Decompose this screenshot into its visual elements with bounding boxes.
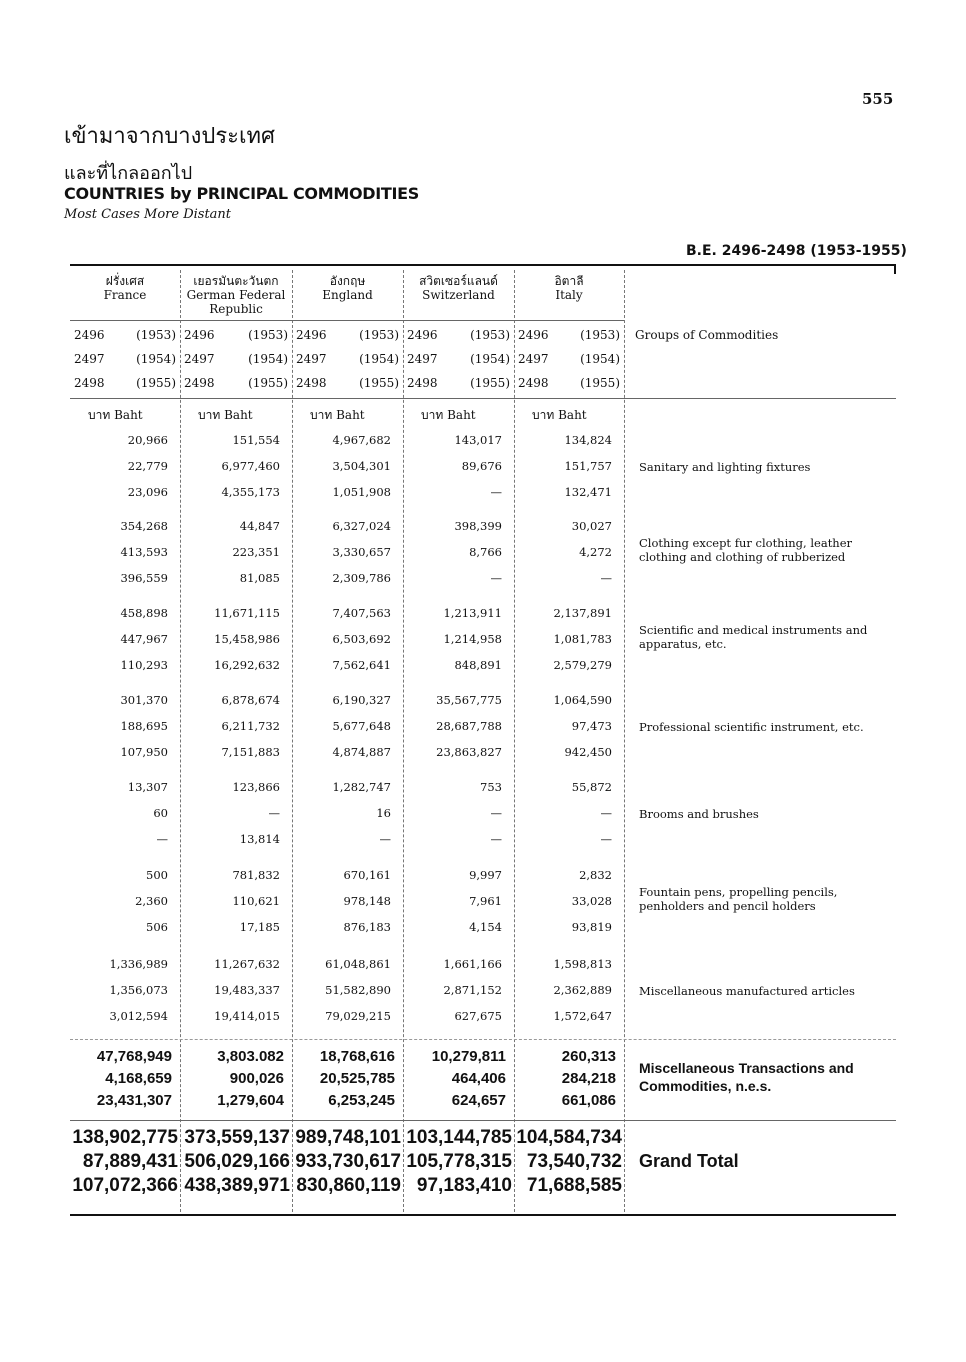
- page-number: 555: [862, 90, 894, 108]
- table-cell: 3,803.082: [217, 1048, 284, 1065]
- table-cell: 47,768,949: [96, 1048, 172, 1065]
- table-cell: 781,832: [232, 868, 280, 882]
- table-cell: 20,525,785: [319, 1070, 395, 1087]
- grand-total-cell: 830,860,119: [296, 1175, 401, 1196]
- year-be: 2496: [74, 328, 105, 342]
- commodity-group-label: Fountain pens, propelling pencils, penholders and pencil holders: [639, 885, 838, 913]
- year-be: 2497: [74, 352, 105, 366]
- table-cell: 1,661,166: [443, 957, 502, 971]
- column-header: [514, 274, 624, 302]
- table-cell: —: [490, 571, 502, 585]
- unit-label: [198, 406, 253, 425]
- year-be: 2497: [407, 352, 438, 366]
- table-cell: 900,026: [229, 1070, 284, 1087]
- table-cell: 33,028: [571, 894, 612, 908]
- table-cell: 89,676: [461, 459, 502, 473]
- table-cell: —: [268, 806, 280, 820]
- table-cell: 151,757: [564, 459, 612, 473]
- table-cell: 60: [153, 806, 168, 820]
- table-cell: 1,214,958: [443, 632, 502, 646]
- table-cell: 3,330,657: [332, 545, 391, 559]
- year-ce: (1954): [470, 352, 510, 366]
- table-right-rule: [894, 264, 896, 274]
- table-cell: 151,554: [232, 433, 280, 447]
- commodity-group-label: Brooms and brushes: [639, 807, 759, 821]
- table-cell: 1,282,747: [332, 780, 391, 794]
- grand-total-cell: 107,072,366: [72, 1175, 178, 1196]
- table-cell: 13,814: [239, 832, 280, 846]
- unit-thai: บาท: [198, 408, 225, 422]
- table-cell: 1,572,647: [553, 1009, 612, 1023]
- table-cell: 55,872: [571, 780, 612, 794]
- column-header-thai: ฝรั่งเศส: [105, 274, 145, 288]
- year-ce: (1955): [580, 376, 620, 390]
- table-cell: 110,293: [120, 658, 168, 672]
- table-cell: 464,406: [451, 1070, 506, 1087]
- table-cell: —: [490, 832, 502, 846]
- table-cell: 4,154: [469, 920, 502, 934]
- year-ce: (1953): [248, 328, 288, 342]
- table-cell: 2,360: [135, 894, 168, 908]
- column-header: [292, 274, 403, 302]
- year-ce: (1953): [359, 328, 399, 342]
- table-cell: 661,086: [561, 1092, 616, 1109]
- column-divider: [624, 270, 625, 1212]
- table-cell: 396,559: [120, 571, 168, 585]
- table-cell: 2,832: [579, 868, 612, 882]
- year-cell: [514, 372, 624, 394]
- year-ce: (1955): [136, 376, 176, 390]
- table-cell: 4,967,682: [332, 433, 391, 447]
- grand-total-cell: 506,029,166: [184, 1151, 290, 1172]
- year-ce: (1954): [359, 352, 399, 366]
- year-ce: (1955): [359, 376, 399, 390]
- table-cell: 110,621: [232, 894, 280, 908]
- table-cell: —: [600, 571, 612, 585]
- table-cell: 458,898: [120, 606, 168, 620]
- table-cell: 2,871,152: [443, 983, 502, 997]
- table-cell: 942,450: [564, 745, 612, 759]
- year-ce: (1953): [580, 328, 620, 342]
- column-header-thai: สวิตเซอร์แลนด์: [419, 274, 498, 288]
- year-ce: (1954): [580, 352, 620, 366]
- table-cell: 4,272: [579, 545, 612, 559]
- table-cell: 97,473: [571, 719, 612, 733]
- table-cell: 30,027: [571, 519, 612, 533]
- table-cell: 134,824: [564, 433, 612, 447]
- table-cell: 188,695: [120, 719, 168, 733]
- year-cell: [180, 372, 292, 394]
- year-ce: (1954): [136, 352, 176, 366]
- table-cell: 1,051,908: [332, 485, 391, 499]
- header-rule: [70, 320, 624, 321]
- commodity-group-label: Miscellaneous manufactured articles: [639, 984, 855, 998]
- year-be: 2496: [184, 328, 215, 342]
- table-cell: —: [490, 485, 502, 499]
- table-cell: 3,504,301: [332, 459, 391, 473]
- column-header-english: Italy: [555, 288, 583, 302]
- table-cell: 4,355,173: [221, 485, 280, 499]
- year-be: 2497: [184, 352, 215, 366]
- table-cell: 107,950: [120, 745, 168, 759]
- table-cell: 260,313: [561, 1048, 616, 1065]
- grand-total-cell: 105,778,315: [406, 1151, 512, 1172]
- year-cell: [403, 372, 514, 394]
- year-ce: (1953): [470, 328, 510, 342]
- table-cell: 6,503,692: [332, 632, 391, 646]
- unit-thai: บาท: [421, 408, 448, 422]
- year-be: 2498: [518, 376, 549, 390]
- grand-total-cell: 438,389,971: [184, 1175, 290, 1196]
- table-cell: —: [600, 806, 612, 820]
- table-cell: 2,362,889: [553, 983, 612, 997]
- table-cell: 13,307: [127, 780, 168, 794]
- table-cell: 123,866: [232, 780, 280, 794]
- table-cell: 7,562,641: [332, 658, 391, 672]
- year-ce: (1955): [470, 376, 510, 390]
- table-cell: 16,292,632: [214, 658, 280, 672]
- table-cell: —: [490, 806, 502, 820]
- column-header: [180, 274, 292, 316]
- year-cell: [292, 348, 403, 370]
- grand-total-cell: 104,584,734: [516, 1127, 622, 1148]
- year-be: 2497: [296, 352, 327, 366]
- table-cell: 7,961: [469, 894, 502, 908]
- table-cell: 35,567,775: [436, 693, 502, 707]
- grand-total-cell: 103,144,785: [406, 1127, 512, 1148]
- table-cell: 8,766: [469, 545, 502, 559]
- table-cell: 1,336,989: [109, 957, 168, 971]
- grand-total-cell: 138,902,775: [72, 1127, 178, 1148]
- grand-total-cell: 71,688,585: [526, 1175, 622, 1196]
- unit-english: Baht: [336, 408, 365, 422]
- table-cell: 670,161: [343, 868, 391, 882]
- table-cell: 6,977,460: [221, 459, 280, 473]
- table-cell: 15,458,986: [214, 632, 280, 646]
- year-cell: [180, 348, 292, 370]
- unit-english: Baht: [224, 408, 253, 422]
- commodity-group-label: Sanitary and lighting fixtures: [639, 460, 811, 474]
- table-cell: 143,017: [454, 433, 502, 447]
- table-cell: 4,168,659: [105, 1070, 172, 1087]
- column-header-english: France: [103, 288, 147, 302]
- unit-thai: บาท: [88, 408, 115, 422]
- table-cell: 978,148: [343, 894, 391, 908]
- table-cell: 7,407,563: [332, 606, 391, 620]
- table-cell: 11,671,115: [214, 606, 280, 620]
- column-header-thai: อิตาลี: [554, 274, 584, 288]
- grand-total-cell: 373,559,137: [184, 1127, 290, 1148]
- year-be: 2498: [407, 376, 438, 390]
- year-cell: [70, 372, 180, 394]
- table-top-rule: [70, 264, 896, 266]
- table-cell: 1,213,911: [443, 606, 502, 620]
- year-cell: [180, 324, 292, 346]
- page-title-thai: เข้ามาจากบางประเทศ: [64, 124, 275, 149]
- table-cell: 6,211,732: [221, 719, 280, 733]
- table-cell: 9,997: [469, 868, 502, 882]
- year-be: 2498: [184, 376, 215, 390]
- unit-label: [88, 406, 143, 425]
- table-cell: 4,874,887: [332, 745, 391, 759]
- table-cell: 81,085: [239, 571, 280, 585]
- table-cell: 447,967: [120, 632, 168, 646]
- period-label: B.E. 2496-2498 (1953-1955): [686, 243, 907, 259]
- table-cell: 848,891: [454, 658, 502, 672]
- table-cell: 6,878,674: [221, 693, 280, 707]
- table-cell: 284,218: [561, 1070, 616, 1087]
- table-cell: 51,582,890: [325, 983, 391, 997]
- commodity-group-label: Scientific and medical instruments and apparatus, etc.: [639, 623, 868, 651]
- table-cell: 500: [146, 868, 168, 882]
- grand-total-cell: 73,540,732: [526, 1151, 622, 1172]
- table-cell: 627,675: [454, 1009, 502, 1023]
- table-cell: 301,370: [120, 693, 168, 707]
- column-header: [70, 274, 180, 302]
- table-cell: 93,819: [571, 920, 612, 934]
- unit-label: [421, 406, 476, 425]
- table-cell: 19,483,337: [214, 983, 280, 997]
- table-cell: 132,471: [564, 485, 612, 499]
- table-cell: 18,768,616: [319, 1048, 395, 1065]
- commodity-group-label: Clothing except fur clothing, leather clothing and clothing of rubberized: [639, 536, 853, 564]
- table-cell: 19,414,015: [214, 1009, 280, 1023]
- table-cell: 6,190,327: [332, 693, 391, 707]
- table-cell: 1,064,590: [553, 693, 612, 707]
- table-cell: 506: [146, 920, 168, 934]
- unit-thai: บาท: [310, 408, 337, 422]
- table-cell: 1,598,813: [553, 957, 612, 971]
- table-cell: 398,399: [454, 519, 502, 533]
- year-be: 2496: [407, 328, 438, 342]
- table-cell: 16: [376, 806, 391, 820]
- table-cell: 2,579,279: [553, 658, 612, 672]
- year-cell: [292, 372, 403, 394]
- table-cell: 753: [480, 780, 502, 794]
- year-be: 2496: [518, 328, 549, 342]
- page-subtitle: Most Cases More Distant: [64, 207, 232, 222]
- table-cell: —: [379, 832, 391, 846]
- unit-label: [310, 406, 365, 425]
- commodity-table: [70, 264, 896, 1216]
- table-cell: 79,029,215: [325, 1009, 391, 1023]
- table-cell: 44,847: [239, 519, 280, 533]
- unit-english: Baht: [447, 408, 476, 422]
- column-header-thai: อังกฤษ: [329, 274, 366, 288]
- table-cell: 23,863,827: [436, 745, 502, 759]
- unit-rule: [70, 398, 896, 399]
- page-subtitle-thai: และที่ไกลออกไป: [64, 163, 193, 184]
- column-header-english-line2: Republic: [209, 302, 263, 316]
- table-cell: 876,183: [343, 920, 391, 934]
- unit-english: Baht: [558, 408, 587, 422]
- table-cell: 6,327,024: [332, 519, 391, 533]
- year-ce: (1953): [136, 328, 176, 342]
- table-cell: 23,096: [127, 485, 168, 499]
- table-cell: 10,279,811: [431, 1048, 506, 1065]
- table-cell: 11,267,632: [214, 957, 280, 971]
- year-cell: [292, 324, 403, 346]
- year-cell: [514, 348, 624, 370]
- column-header-english: German Federal: [186, 288, 286, 302]
- table-cell: 1,356,073: [109, 983, 168, 997]
- table-cell: 223,351: [232, 545, 280, 559]
- grand-total-rule: [70, 1120, 896, 1121]
- table-bottom-rule: [70, 1214, 896, 1216]
- grand-total-cell: 97,183,410: [416, 1175, 512, 1196]
- year-cell: [403, 348, 514, 370]
- year-ce: (1954): [248, 352, 288, 366]
- table-cell: 2,309,786: [332, 571, 391, 585]
- column-header: [403, 274, 514, 302]
- grand-total-cell: 933,730,617: [295, 1151, 401, 1172]
- table-cell: 23,431,307: [96, 1092, 172, 1109]
- page-title: COUNTRIES by PRINCIPAL COMMODITIES: [64, 184, 420, 203]
- table-cell: 1,279,604: [217, 1092, 284, 1109]
- year-cell: [70, 348, 180, 370]
- table-cell: 20,966: [127, 433, 168, 447]
- year-be: 2498: [296, 376, 327, 390]
- year-be: 2498: [74, 376, 105, 390]
- table-cell: 624,657: [451, 1092, 506, 1109]
- table-cell: 1,081,783: [553, 632, 612, 646]
- column-header-thai: เยอรมันตะวันตก: [193, 274, 279, 288]
- table-cell: 17,185: [239, 920, 280, 934]
- year-ce: (1955): [248, 376, 288, 390]
- table-cell: —: [156, 832, 168, 846]
- commodity-group-label: Professional scientific instrument, etc.: [639, 720, 864, 734]
- unit-label: [532, 406, 587, 425]
- commodity-group-label: Miscellaneous Transactions and Commodities, n.e.s.: [639, 1060, 854, 1094]
- table-cell: 7,151,883: [221, 745, 280, 759]
- year-cell: [70, 324, 180, 346]
- year-be: 2497: [518, 352, 549, 366]
- column-header-english: England: [322, 288, 373, 302]
- table-cell: 2,137,891: [553, 606, 612, 620]
- column-header-english: Switzerland: [422, 288, 495, 302]
- table-cell: 28,687,788: [436, 719, 502, 733]
- groups-header: Groups of Commodities: [635, 328, 779, 342]
- table-cell: 22,779: [127, 459, 168, 473]
- table-cell: —: [600, 832, 612, 846]
- table-cell: 61,048,861: [325, 957, 391, 971]
- grand-total-cell: 87,889,431: [82, 1151, 178, 1172]
- table-cell: 413,593: [120, 545, 168, 559]
- table-cell: 5,677,648: [332, 719, 391, 733]
- table-cell: 354,268: [120, 519, 168, 533]
- table-cell: 3,012,594: [109, 1009, 168, 1023]
- unit-english: Baht: [114, 408, 143, 422]
- table-cell: 6,253,245: [328, 1092, 395, 1109]
- year-cell: [514, 324, 624, 346]
- grand-total-cell: 989,748,101: [295, 1127, 401, 1148]
- year-be: 2496: [296, 328, 327, 342]
- unit-thai: บาท: [532, 408, 559, 422]
- misc-rule: [70, 1039, 896, 1040]
- year-cell: [403, 324, 514, 346]
- grand-total-label: Grand Total: [639, 1151, 739, 1171]
